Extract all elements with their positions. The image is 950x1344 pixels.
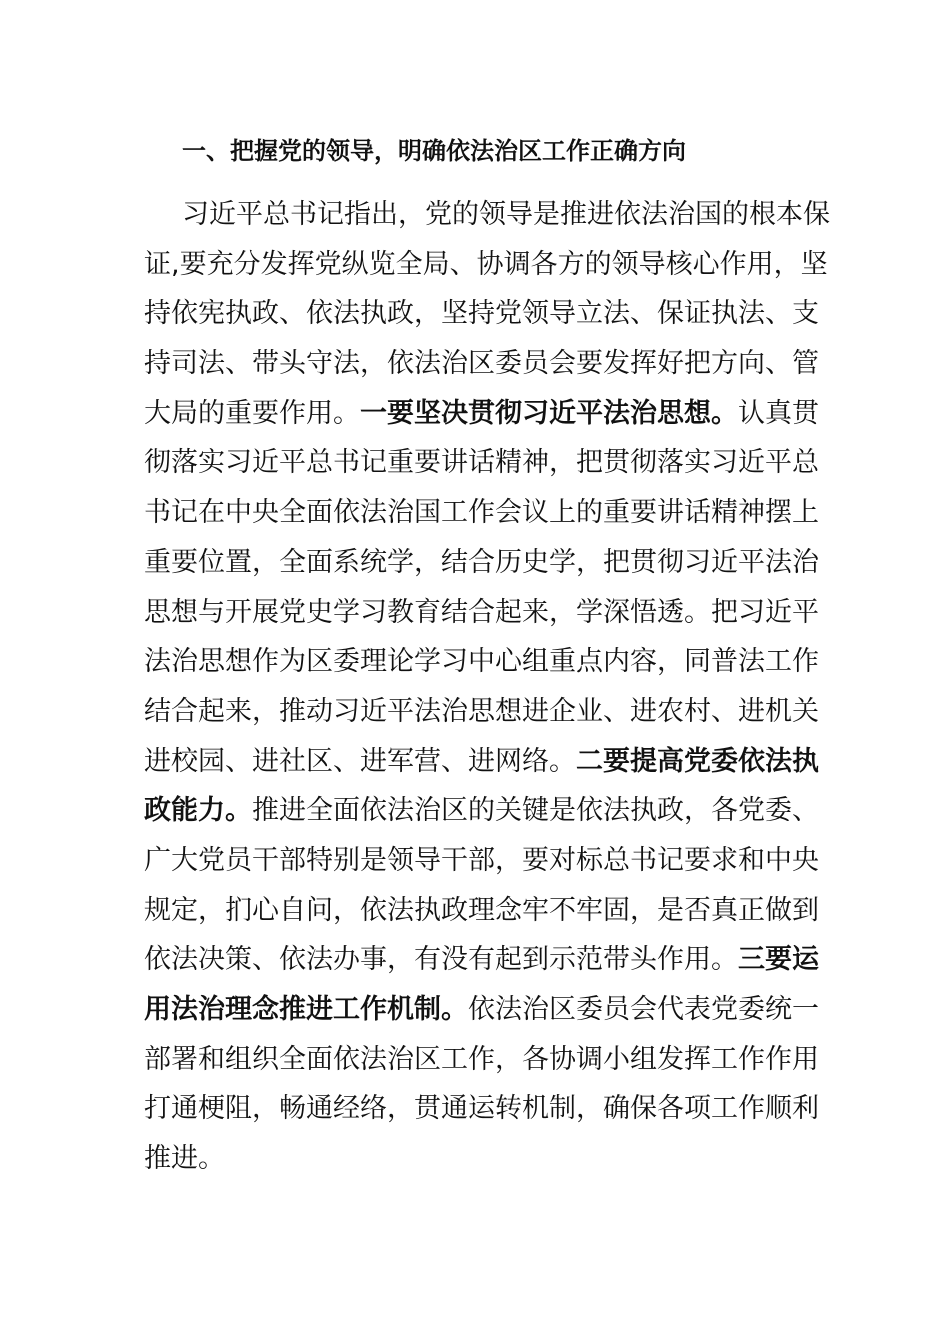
paragraph-line <box>144 488 824 538</box>
paragraph-line <box>144 190 830 240</box>
body-text: 思想与开展党史学习教育结合起来，学深悟透。把习近平 <box>144 596 819 628</box>
body-text: 广大党员干部特别是领导干部，要对标总书记要求和中央 <box>144 844 819 876</box>
body-text: 进校园、进社区、进军营、进网络。 <box>144 745 576 777</box>
paragraph-line <box>144 1084 824 1134</box>
paragraph-line <box>144 886 824 936</box>
section-heading: 一、把握党的领导，明确依法治区工作正确方向 <box>182 137 686 165</box>
body-text: 推进全面依法治区的关键是依法执政，各党委、 <box>252 795 819 827</box>
bold-emphasis-text: 一要坚决贯彻习近平法治思想。 <box>360 397 738 429</box>
bold-emphasis-text: 二要提高党委依法执 <box>576 745 819 777</box>
paragraph-line <box>144 687 824 737</box>
paragraph-line <box>144 240 828 290</box>
body-text: 书记在中央全面依法治国工作会议上的重要讲话精神摆上 <box>144 497 819 529</box>
bold-emphasis-text: 用法治理念推进工作机制。 <box>144 994 468 1025</box>
paragraph-line <box>144 438 824 488</box>
paragraph-line <box>144 737 824 787</box>
body-text: 规定，扪心自问，依法执政理念牢不牢固，是否真正做到 <box>144 894 819 926</box>
paragraph-line <box>144 1035 824 1085</box>
paragraph-line <box>144 588 824 638</box>
paragraph-line <box>144 836 824 886</box>
body-text: 打通梗阻，畅通经络，贯通运转机制，确保各项工作顺利 <box>144 1093 819 1125</box>
paragraph-line <box>144 786 824 836</box>
bold-emphasis-text: 政能力。 <box>144 795 252 827</box>
body-text: 证,要充分发挥党纵览全局、协调各方的领导核心作用，坚 <box>144 248 828 280</box>
body-text: 部署和组织全面依法治区工作，各协调小组发挥工作作用 <box>144 1043 819 1075</box>
body-text: 彻落实习近平总书记重要讲话精神，把贯彻落实习近平总 <box>144 447 819 479</box>
body-text: 持司法、带头守法，依法治区委员会要发挥好把方向、管 <box>144 348 819 380</box>
body-text: 法治思想作为区委理论学习中心组重点内容，同普法工作 <box>144 646 819 678</box>
body-text: 习近平总书记指出，党的领导是推进依法治国的根本保 <box>182 199 830 230</box>
body-text: 重要位置，全面系统学，结合历史学，把贯彻习近平法治 <box>144 546 819 578</box>
paragraph-line <box>144 389 824 439</box>
paragraph-line <box>144 1134 824 1184</box>
body-text: 认真贯 <box>738 397 819 429</box>
bold-emphasis-text: 三要运 <box>738 944 819 976</box>
paragraph-line <box>144 935 824 985</box>
paragraph-line <box>144 339 824 389</box>
paragraph-line <box>144 289 824 339</box>
body-text: 持依宪执政、依法执政，坚持党领导立法、保证执法、支 <box>144 298 819 330</box>
body-text: 结合起来，推动习近平法治思想进企业、进农村、进机关 <box>144 695 819 727</box>
body-text: 大局的重要作用。 <box>144 397 360 429</box>
body-text: 推进。 <box>144 1143 225 1175</box>
body-text: 依法治区委员会代表党委统一 <box>468 994 819 1025</box>
paragraph-line <box>144 985 824 1035</box>
paragraph-line <box>144 637 824 687</box>
body-paragraph <box>144 190 830 1184</box>
paragraph-line <box>144 538 824 588</box>
body-text: 依法决策、依法办事，有没有起到示范带头作用。 <box>144 944 738 976</box>
